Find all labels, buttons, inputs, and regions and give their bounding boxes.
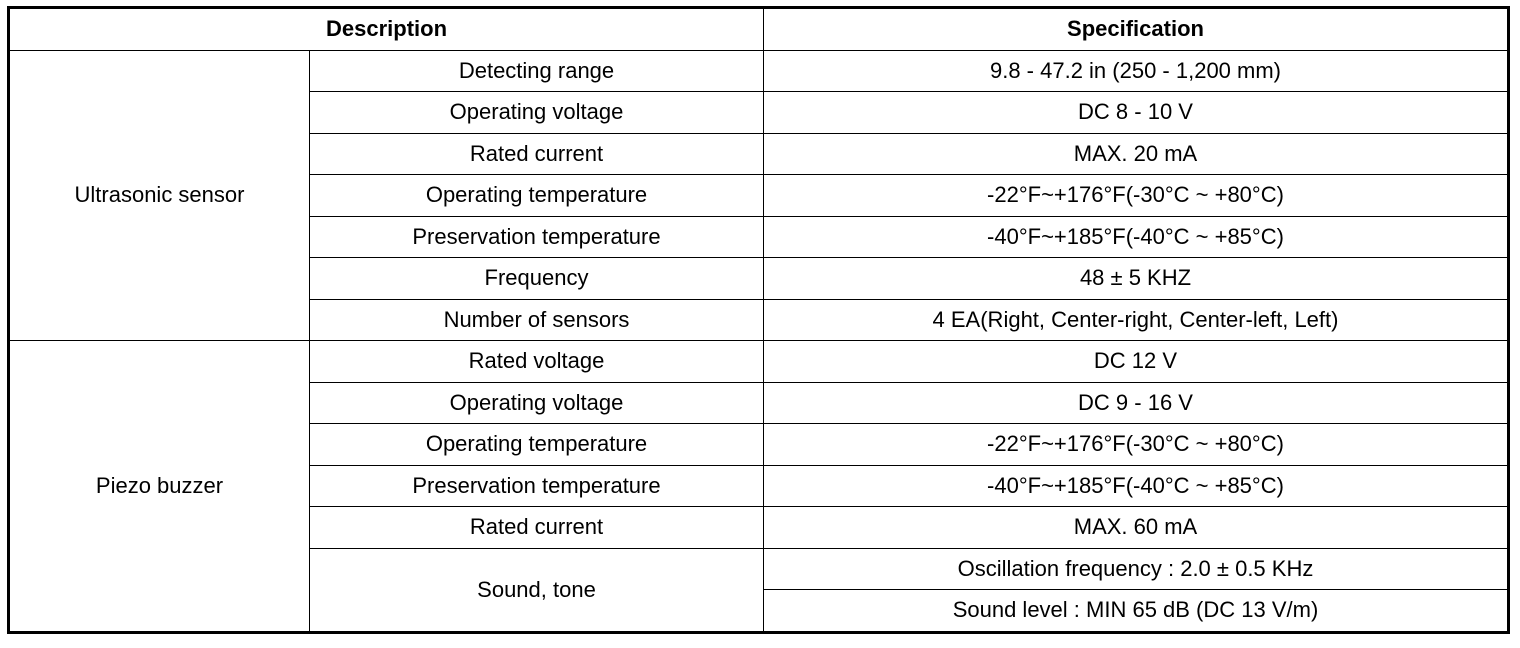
item-cell: Rated current: [310, 133, 764, 175]
spec-cell: 4 EA(Right, Center-right, Center-left, Left): [764, 299, 1509, 341]
table-row: [9, 50, 1509, 92]
header-row: [9, 8, 1509, 51]
item-cell: Preservation temperature: [310, 465, 764, 507]
group-label-piezo-buzzer: Piezo buzzer: [9, 341, 310, 633]
spec-cell: Sound level : MIN 65 dB (DC 13 V/m): [764, 590, 1509, 633]
group-label-ultrasonic-sensor: Ultrasonic sensor: [9, 50, 310, 341]
specification-header: Specification: [764, 8, 1509, 51]
spec-cell: -22°F~+176°F(-30°C ~ +80°C): [764, 175, 1509, 217]
item-cell: Rated current: [310, 507, 764, 549]
spec-cell: DC 8 - 10 V: [764, 92, 1509, 134]
item-cell: Operating temperature: [310, 424, 764, 466]
spec-cell: 48 ± 5 KHZ: [764, 258, 1509, 300]
item-cell: Preservation temperature: [310, 216, 764, 258]
spec-cell: DC 12 V: [764, 341, 1509, 383]
item-cell: Detecting range: [310, 50, 764, 92]
item-cell: Frequency: [310, 258, 764, 300]
item-cell: Operating temperature: [310, 175, 764, 217]
spec-cell: MAX. 20 mA: [764, 133, 1509, 175]
specification-table: [7, 6, 1510, 634]
item-cell-sound-tone: Sound, tone: [310, 548, 764, 632]
spec-cell: DC 9 - 16 V: [764, 382, 1509, 424]
spec-cell: -40°F~+185°F(-40°C ~ +85°C): [764, 216, 1509, 258]
spec-cell: -40°F~+185°F(-40°C ~ +85°C): [764, 465, 1509, 507]
spec-cell: -22°F~+176°F(-30°C ~ +80°C): [764, 424, 1509, 466]
table-row: [9, 341, 1509, 383]
item-cell: Operating voltage: [310, 92, 764, 134]
item-cell: Operating voltage: [310, 382, 764, 424]
item-cell: Number of sensors: [310, 299, 764, 341]
spec-cell: Oscillation frequency : 2.0 ± 0.5 KHz: [764, 548, 1509, 590]
spec-cell: 9.8 - 47.2 in (250 - 1,200 mm): [764, 50, 1509, 92]
description-header: Description: [9, 8, 764, 51]
item-cell: Rated voltage: [310, 341, 764, 383]
spec-cell: MAX. 60 mA: [764, 507, 1509, 549]
